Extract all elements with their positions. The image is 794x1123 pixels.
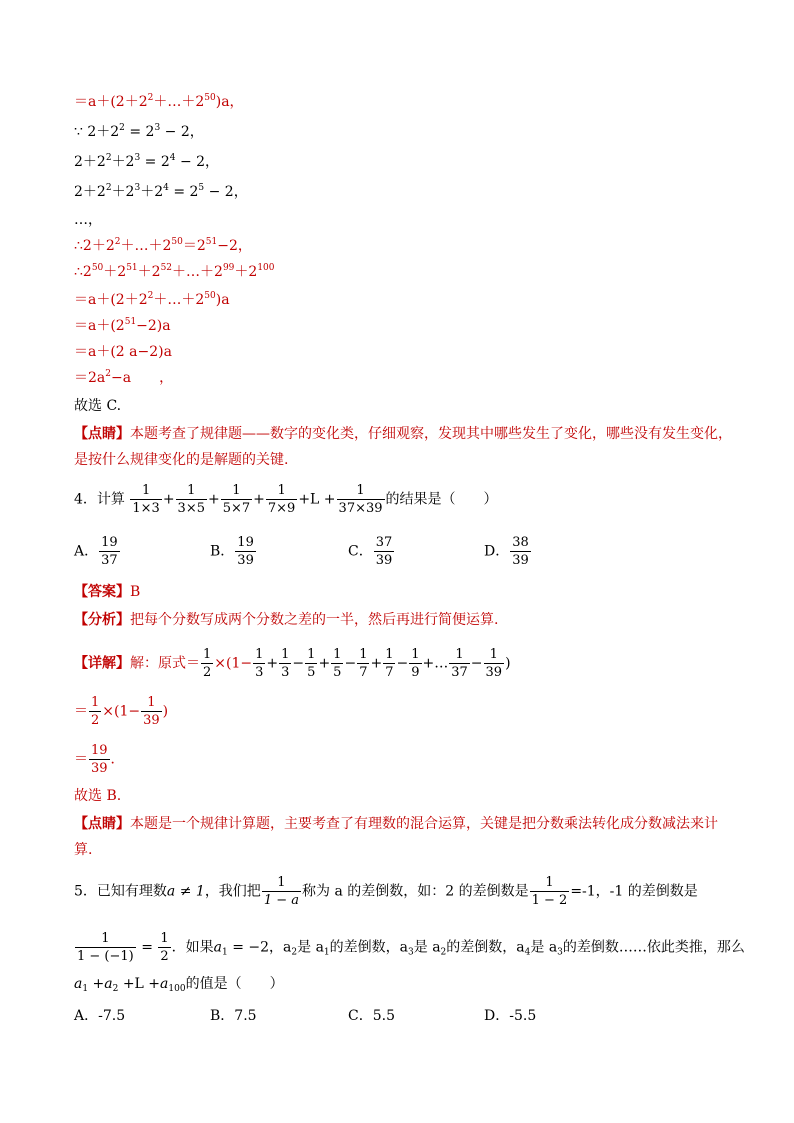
solution-line-8: $=a+(2+2^2+\dots+2^{50})a$ — [74, 291, 230, 308]
question-4: 4．计算 $\frac{1}{1\times 3}$ + $\frac{1}{3\times 5}$ + $\frac{1}{5\times 7}$ + $\frac{1}{7\times 9}$ +L + $\frac{1}{37\times 39}$ 的结果是（ ） — [74, 483, 498, 516]
q4-fraction-3: $\frac{1}{5\times 7}$ — [222, 483, 251, 516]
solution-line-6: $\therefore 2+2^2+\dots+2^{50}=2^{51}-2$， — [74, 237, 252, 254]
q5-option-d[interactable]: D．-5.5 — [484, 1008, 537, 1024]
q4-fraction-2: $\frac{1}{3\times 5}$ — [177, 483, 205, 516]
q4-option-d[interactable]: D． $\frac{38}{39}$ — [484, 535, 529, 568]
q4-analysis: 【分析】把每个分数写成两个分数之差的一半，然后再进行简便运算. — [74, 612, 499, 628]
q4-option-c[interactable]: C． $\frac{37}{39}$ — [348, 535, 393, 568]
solution-line-11: $=2a^2-a$ ， — [74, 369, 174, 386]
question-5-line-1: 5．已知有理数a ≠ 1，我们把 $\frac{1}{1 - a}$ 称为 a 的差倒数，如：2 的差倒数是 $\frac{1}{1 - 2}$ =-1，-1 的差倒数是 — [74, 875, 698, 908]
solution-line-1: $=a+(2+2^2+\dots+2^{50})a$， — [74, 93, 244, 110]
q4-detail: 【详解】解：原式＝ $\frac{1}{2}$ ×(1− $\frac{1}{3}$ + $\frac{1}{3}$ − $\frac{1}{5}$ + $\frac{1}{5}$ − $\frac{1}{7}$ + $\frac{1}{7}$ − $\frac{1}{9}$ +… $\frac{1}{37}$ − $\frac{1}{39}$ ) — [74, 647, 511, 680]
q4-option-a[interactable]: A． $\frac{19}{37}$ — [74, 535, 118, 568]
q4-fraction-1: $\frac{1}{1\times 3}$ — [132, 483, 160, 516]
solution-line-4: $2+2^2+2^3+2^4 = 2^5 - 2$， — [74, 183, 248, 200]
q4-comment-cont: 算. — [74, 842, 93, 858]
q4-step-3: ＝ $\frac{19}{39}$ ． — [74, 743, 125, 776]
q4-option-b[interactable]: B． $\frac{19}{39}$ — [210, 535, 254, 568]
solution-line-9: $=a+(2^{51}-2)a$ — [74, 317, 171, 334]
q4-fraction-4: $\frac{1}{7\times 9}$ — [267, 483, 296, 516]
solution-line-10: ＝a＋(2 a−2)a — [74, 344, 172, 360]
q5-option-b[interactable]: B．7.5 — [210, 1008, 257, 1024]
solution-answer: 故选 C. — [74, 398, 122, 414]
q4-choose: 故选 B. — [74, 788, 122, 804]
q4-answer: 【答案】B — [74, 584, 141, 600]
q4-comment: 【点睛】本题是一个规律计算题，主要考查了有理数的混合运算，关键是把分数乘法转化成分数减法来计 — [74, 816, 718, 832]
q5-option-a[interactable]: A．-7.5 — [74, 1008, 126, 1024]
question-5-line-3: $a_1 +a_2 +L +a_{100}$的值是（ ） — [74, 976, 284, 994]
solution-line-2: ∵ $2+2^2 = 2^3 - 2$， — [74, 123, 204, 140]
q5-option-c[interactable]: C．5.5 — [348, 1008, 395, 1024]
q4-fraction-last: $\frac{1}{37\times 39}$ — [338, 483, 383, 516]
q4-step-2: ＝ $\frac{1}{2}$ ×(1− $\frac{1}{39}$ ) — [74, 695, 169, 728]
solution-line-5: …， — [74, 212, 102, 228]
solution-comment-cont: 是按什么规律变化的是解题的关键. — [74, 452, 289, 468]
solution-comment: 【点睛】本题考查了规律题——数字的变化类，仔细观察，发现其中哪些发生了变化，哪些没有发生变化， — [74, 426, 732, 442]
question-5-line-2: $\frac{1}{1 - (-1)}$ = $\frac{1}{2}$ ．如果$a_1 = -2$，$a_2$是 $a_1$的差倒数，$a_3$是 $a_2$的差倒数，$a_4$是 $a_3$的差倒数……依此类推，那么 — [77, 931, 745, 964]
solution-line-3: $2+2^2+2^3 = 2^4 - 2$， — [74, 153, 220, 170]
solution-line-7: $\therefore 2^{50}+2^{51}+2^{52}+\dots+2^{99}+2^{100}$ — [74, 263, 275, 280]
